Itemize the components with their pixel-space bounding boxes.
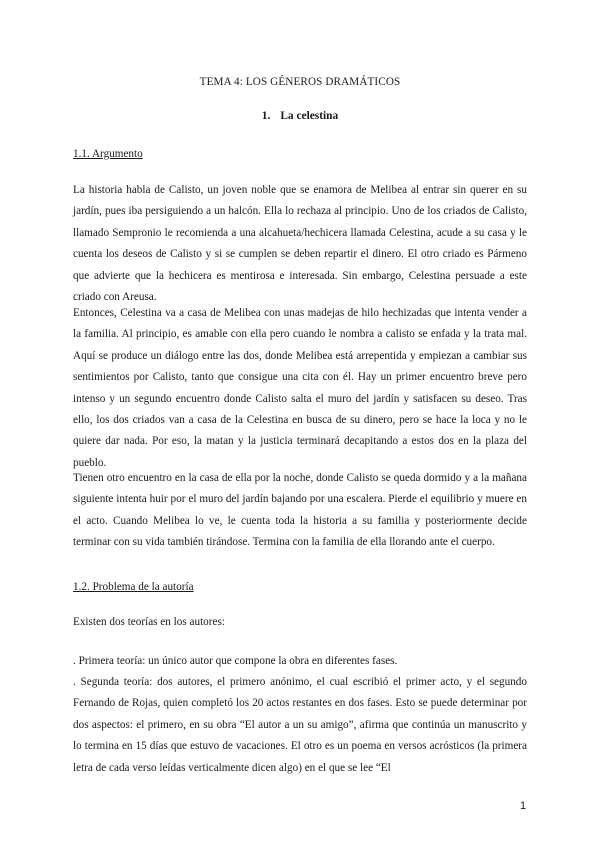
paragraph-autoria-intro: Existen dos teorías en los autores: — [73, 616, 225, 628]
paragraph-argumento-3: Tienen otro encuentro en la casa de ella por la noche, donde Calisto se queda dormido y a la mañana siguiente intenta huir por el muro del jardín bajando por una escalera. Pierde el equilibrio y muere en el acto. Cuando Melibea lo ve, le cuenta toda la historia a su familia y posteriormente decide terminar con su vida también tirándose. Termina con la familia de ella llorando ante el cuerpo. — [73, 472, 527, 549]
document-page — [73, 0, 527, 848]
subheading-autoria: 1.2. Problema de la autoría — [73, 581, 194, 593]
list-item-segunda-teoria: . Segunda teoría: dos autores, el primero anónimo, el cual escribió el primer acto, y el segundo Fernando de Rojas, quien completó los 20 actos restantes en dos fases. Esto se puede determinar por dos aspectos: el primero, en su obra “El autor a un su amigo”, afirma que continúa un manuscrito y lo termina en 15 días que estuvo de vacaciones. El otro es un poema en versos acrósticos (la primera letra de cada verso leídas verticalmente dicen algo) en el que se lee “El — [73, 676, 527, 774]
section-heading — [73, 110, 527, 122]
subheading-argumento: 1.1. Argumento — [73, 148, 143, 160]
paragraph-argumento-1: La historia habla de Calisto, un joven noble que se enamora de Melibea al entrar sin querer en su jardín, pues iba persiguiendo a un halcón. Ella lo rechaza al principio. Uno de los criados de Calisto, llamado Sempronio le recomienda a una alcahueta/hechicera llamada Celestina, acude a su casa y le cuenta los deseos de Calisto y si se cumplen se deben repartir el dinero. El otro criado es Pármeno que advierte que la hechicera es mentirosa e interesada. Sin embargo, Celestina persuade a este criado con Areusa. — [73, 184, 527, 304]
section-number: 1. — [261, 110, 271, 122]
section-label: La celestina — [280, 110, 339, 122]
list-item-primera-teoria: . Primera teoría: un único autor que compone la obra en diferentes fases. — [73, 655, 398, 667]
paragraph-argumento-2: Entonces, Celestina va a casa de Melibea con unas madejas de hilo hechizadas que intenta vender a la familia. Al principio, es amable con ella pero cuando le nombra a calisto se enfada y la trata mal. Aquí se produce un diálogo entre las dos, donde Melibea está arrepentida y empiezan a cambiar sus sentimientos por Calisto, tanto que consigue una cita con él. Hay un primer encuentro breve pero intenso y un segundo encuentro donde Calisto salta el muro del jardín y satisfacen su deseo. Tras ello, los dos criados van a casa de la Celestina en busca de su dinero, pero se hace la loca y no le quiere dar nada. Por eso, la matan y la justicia terminará decapitando a estos dos en la plaza del pueblo. — [73, 307, 527, 469]
document-title: TEMA 4: LOS GÉNEROS DRAMÁTICOS — [199, 76, 401, 88]
page-number: 1 — [520, 800, 527, 812]
